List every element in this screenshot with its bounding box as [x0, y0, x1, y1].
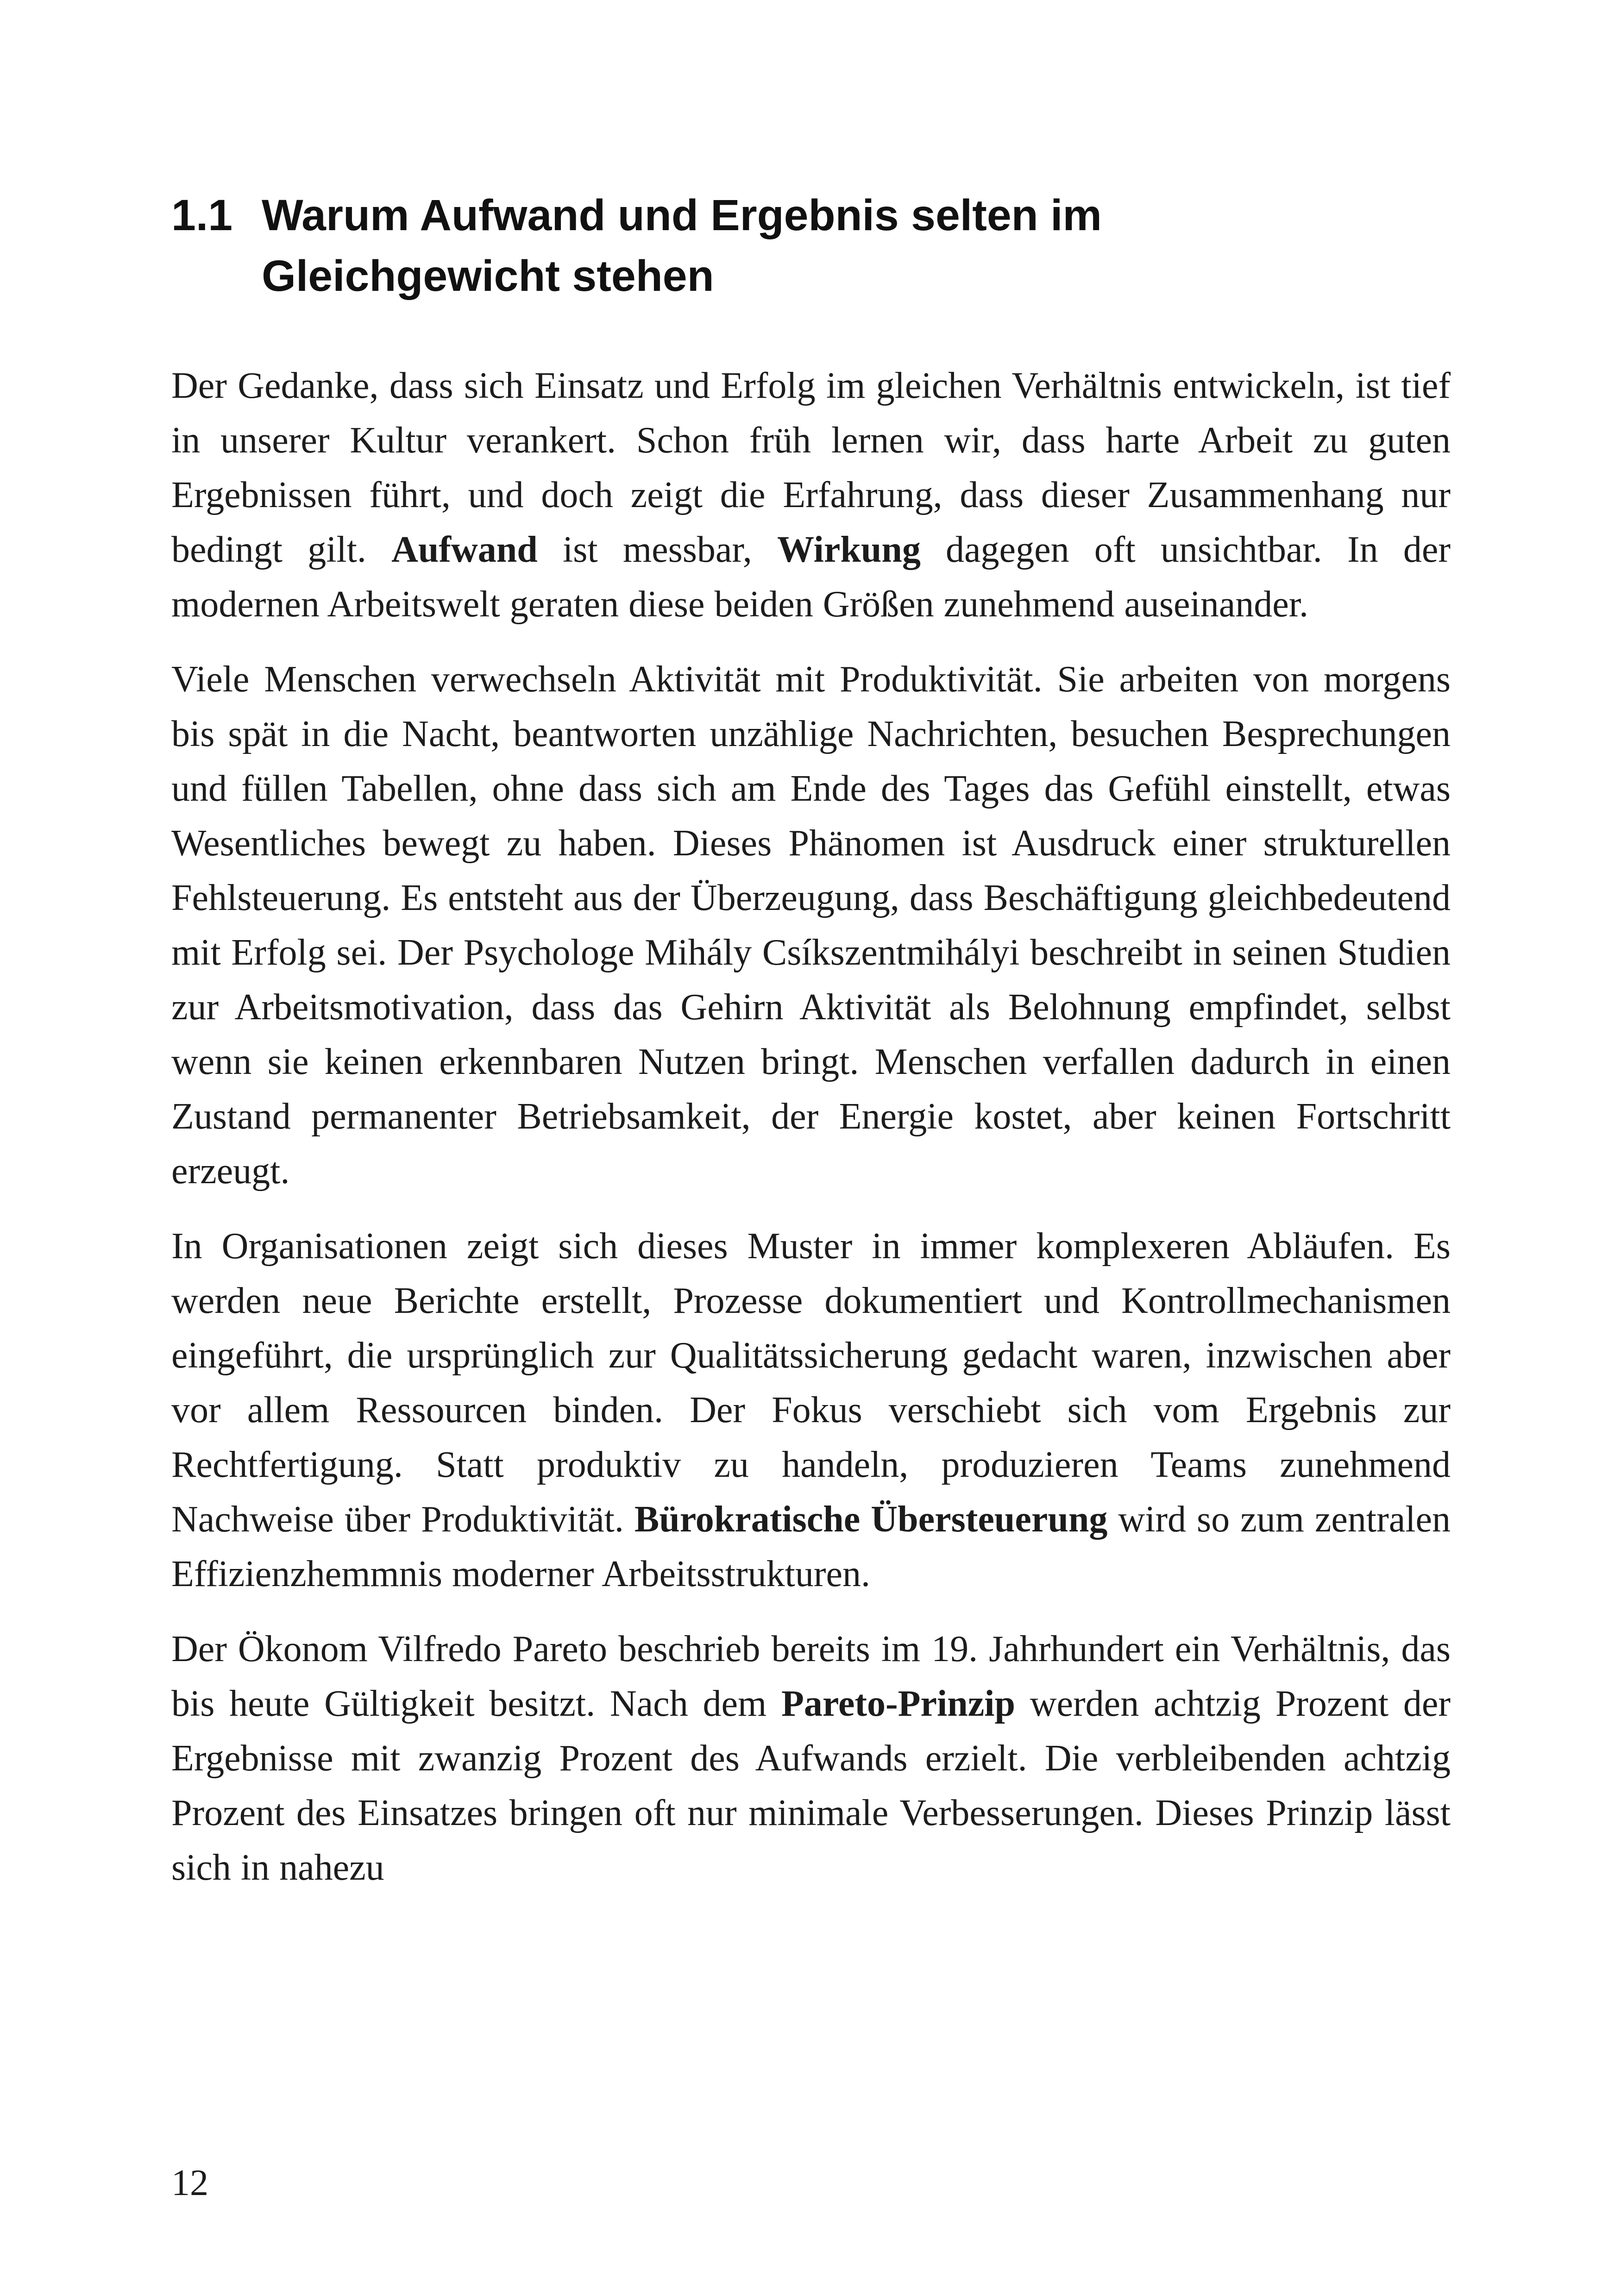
text-run: In Organisationen zeigt sich dieses Muster in immer komplexeren Abläufen. Es werden neue Berichte erstellt, Prozesse dokumentiert und Kontrollmechanismen eingeführt, die ursprünglich zur Qualitätssicherung gedacht waren, inzwischen aber vor allem Ressourcen binden. Der Fokus verschiebt sich vom Ergebnis zur Rechtfertigung. Statt produktiv zu handeln, produzieren Teams zunehmend Nachweise über Produktivität.	[171, 1226, 1451, 1540]
text-run: dagegen oft unsichtbar. In der modernen Arbeitswelt geraten diese beiden Größen zunehmend auseinander.	[171, 529, 1451, 625]
paragraph-4	[171, 1622, 1451, 1895]
text-run: werden achtzig Prozent der Ergebnisse mit zwanzig Prozent des Aufwands erzielt. Die verbleibenden achtzig Prozent des Einsatzes bringen oft nur minimale Verbesserungen. Dieses Prinzip lässt sich in nahezu	[171, 1683, 1451, 1888]
text-run: Viele Menschen verwechseln Aktivität mit Produktivität. Sie arbeiten von morgens bis spät in die Nacht, beantworten unzählige Nachrichten, besuchen Besprechungen und füllen Tabellen, ohne dass sich am Ende des Tages das Gefühl einstellt, etwas Wesentliches bewegt zu haben. Dieses Phänomen ist Ausdruck einer strukturellen Fehlsteuerung. Es entsteht aus der Überzeugung, dass Beschäftigung gleichbedeutend mit Erfolg sei. Der Psychologe Mihály Csíkszentmihályi beschreibt in seinen Studien zur Arbeitsmotivation, dass das Gehirn Aktivität als Belohnung empfindet, selbst wenn sie keinen erkennbaren Nutzen bringt. Menschen verfallen dadurch in einen Zustand permanenter Betriebsamkeit, der Energie kostet, aber keinen Fortschritt erzeugt.	[171, 659, 1451, 1192]
bold-text-run: Bürokratische Übersteuerung	[634, 1499, 1108, 1540]
section-heading	[171, 185, 1451, 307]
paragraph-1	[171, 358, 1451, 632]
body-text	[171, 358, 1451, 1895]
section-title-line1: Warum Aufwand und Ergebnis selten im	[262, 191, 1102, 240]
paragraph-3	[171, 1219, 1451, 1601]
section-title	[262, 185, 1451, 307]
section-number: 1.1	[171, 191, 233, 240]
page-number: 12	[171, 2163, 208, 2203]
section-title-line2: Gleichgewicht stehen	[262, 251, 714, 301]
text-run: ist messbar,	[537, 529, 778, 571]
text-run: Der Ökonom Vilfredo Pareto beschrieb bereits im 19. Jahrhundert ein Verhältnis, das bis heute Gültigkeit besitzt. Nach dem	[171, 1629, 1451, 1725]
paragraph-2	[171, 652, 1451, 1198]
bold-text-run: Wirkung	[777, 529, 921, 571]
text-run: wird so zum zentralen Effizienzhemmnis moderner Arbeitsstrukturen.	[171, 1499, 1451, 1595]
bold-text-run: Aufwand	[391, 529, 538, 571]
bold-text-run: Pareto-Prinzip	[781, 1683, 1015, 1725]
text-run: Der Gedanke, dass sich Einsatz und Erfolg im gleichen Verhältnis entwickeln, ist tief in unserer Kultur verankert. Schon früh lernen wir, dass harte Arbeit zu guten Ergebnissen führt, und doch zeigt die Erfahrung, dass dieser Zusammenhang nur bedingt gilt.	[171, 365, 1451, 571]
